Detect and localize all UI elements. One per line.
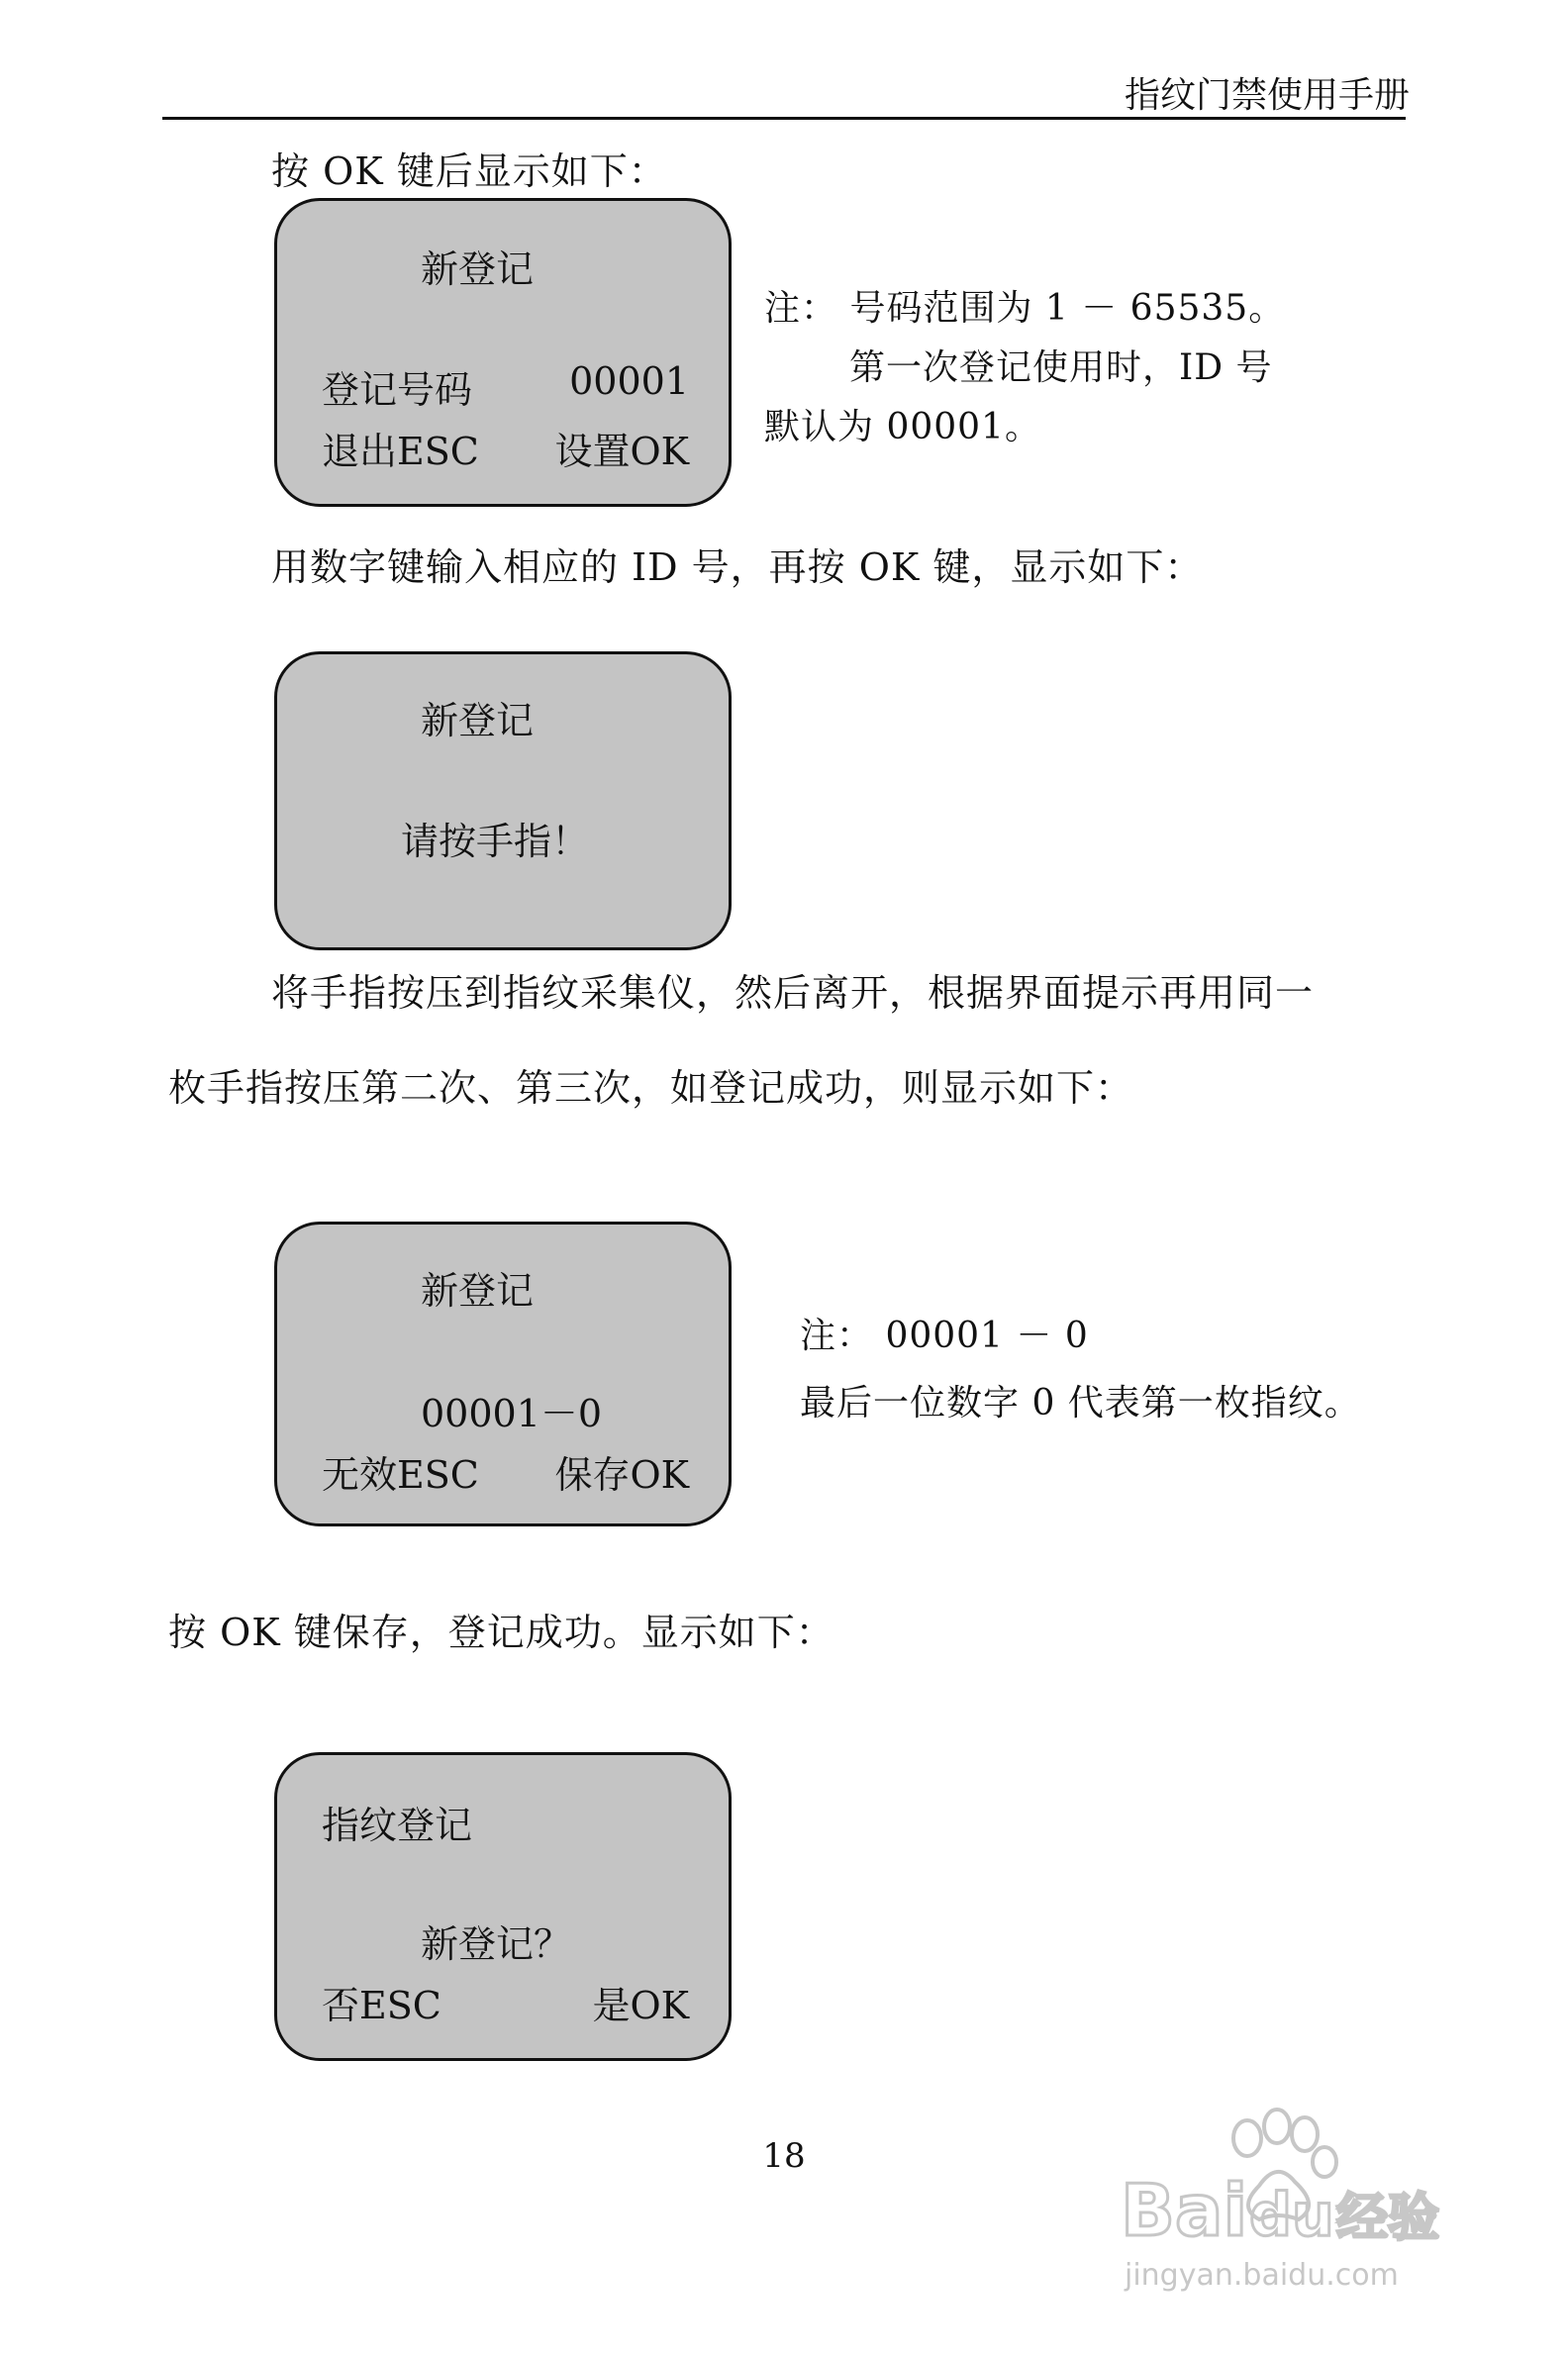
note-finger-index: 最后一位数字 0 代表第一枚指纹。 <box>800 1383 1361 1423</box>
note-default-id: 默认为 00001。 <box>764 407 1041 447</box>
paragraph-press-instructions: 将手指按压到指纹采集仪，然后离开，根据界面提示再用同一 <box>271 971 1315 1015</box>
svg-text:du: du <box>1249 2181 1334 2250</box>
paragraph-save: 按 OK 键保存，登记成功。显示如下： <box>168 1611 834 1654</box>
screen-left-key: 否ESC <box>322 1984 441 2027</box>
baidu-jingyan-watermark <box>1101 2087 1477 2324</box>
screen-message: 新登记？ <box>421 1922 572 1966</box>
screen-title: 指纹登记 <box>322 1804 473 1847</box>
svg-text:经验: 经验 <box>1336 2189 1440 2248</box>
header-divider <box>162 117 1406 120</box>
screen-right-key: 保存OK <box>554 1453 689 1497</box>
screen-id-value: 00001 <box>569 359 689 403</box>
paragraph-press-instructions-cont: 枚手指按压第二次、第三次，如登记成功，则显示如下： <box>168 1066 1134 1110</box>
svg-text:Bai: Bai <box>1121 2169 1248 2252</box>
screen-right-key: 设置OK <box>554 430 689 473</box>
screen-right-key: 是OK <box>592 1984 689 2027</box>
baidu-paw-logo-icon <box>1101 2087 1477 2324</box>
note-id-range: 注： 号码范围为 1 － 65535。 <box>764 288 1286 329</box>
page-number: 18 <box>762 2136 806 2176</box>
lcd-screen-register-again <box>274 1752 732 2061</box>
lcd-screen-register-id <box>274 198 732 507</box>
lcd-screen-press-finger <box>274 651 732 950</box>
screen-message: 请按手指！ <box>401 820 590 863</box>
paragraph-intro: 按 OK 键后显示如下： <box>271 149 667 193</box>
screen-title: 新登记 <box>421 699 535 742</box>
paragraph-enter-id: 用数字键输入相应的 ID 号，再按 OK 键，显示如下： <box>271 545 1204 589</box>
screen-title: 新登记 <box>421 1269 535 1313</box>
screen-left-key: 无效ESC <box>322 1453 479 1497</box>
note-finger-id: 注： 00001 － 0 <box>800 1316 1089 1356</box>
screen-title: 新登记 <box>421 247 535 291</box>
screen-id-label: 登记号码 <box>322 368 473 412</box>
watermark-url: jingyan.baidu.com <box>1125 2258 1399 2293</box>
header-title: 指纹门禁使用手册 <box>1124 75 1410 116</box>
screen-finger-id: 00001－0 <box>421 1392 603 1435</box>
screen-left-key: 退出ESC <box>322 430 479 473</box>
note-first-use: 第一次登记使用时，ID 号 <box>849 347 1273 388</box>
lcd-screen-save-fingerprint <box>274 1222 732 1526</box>
